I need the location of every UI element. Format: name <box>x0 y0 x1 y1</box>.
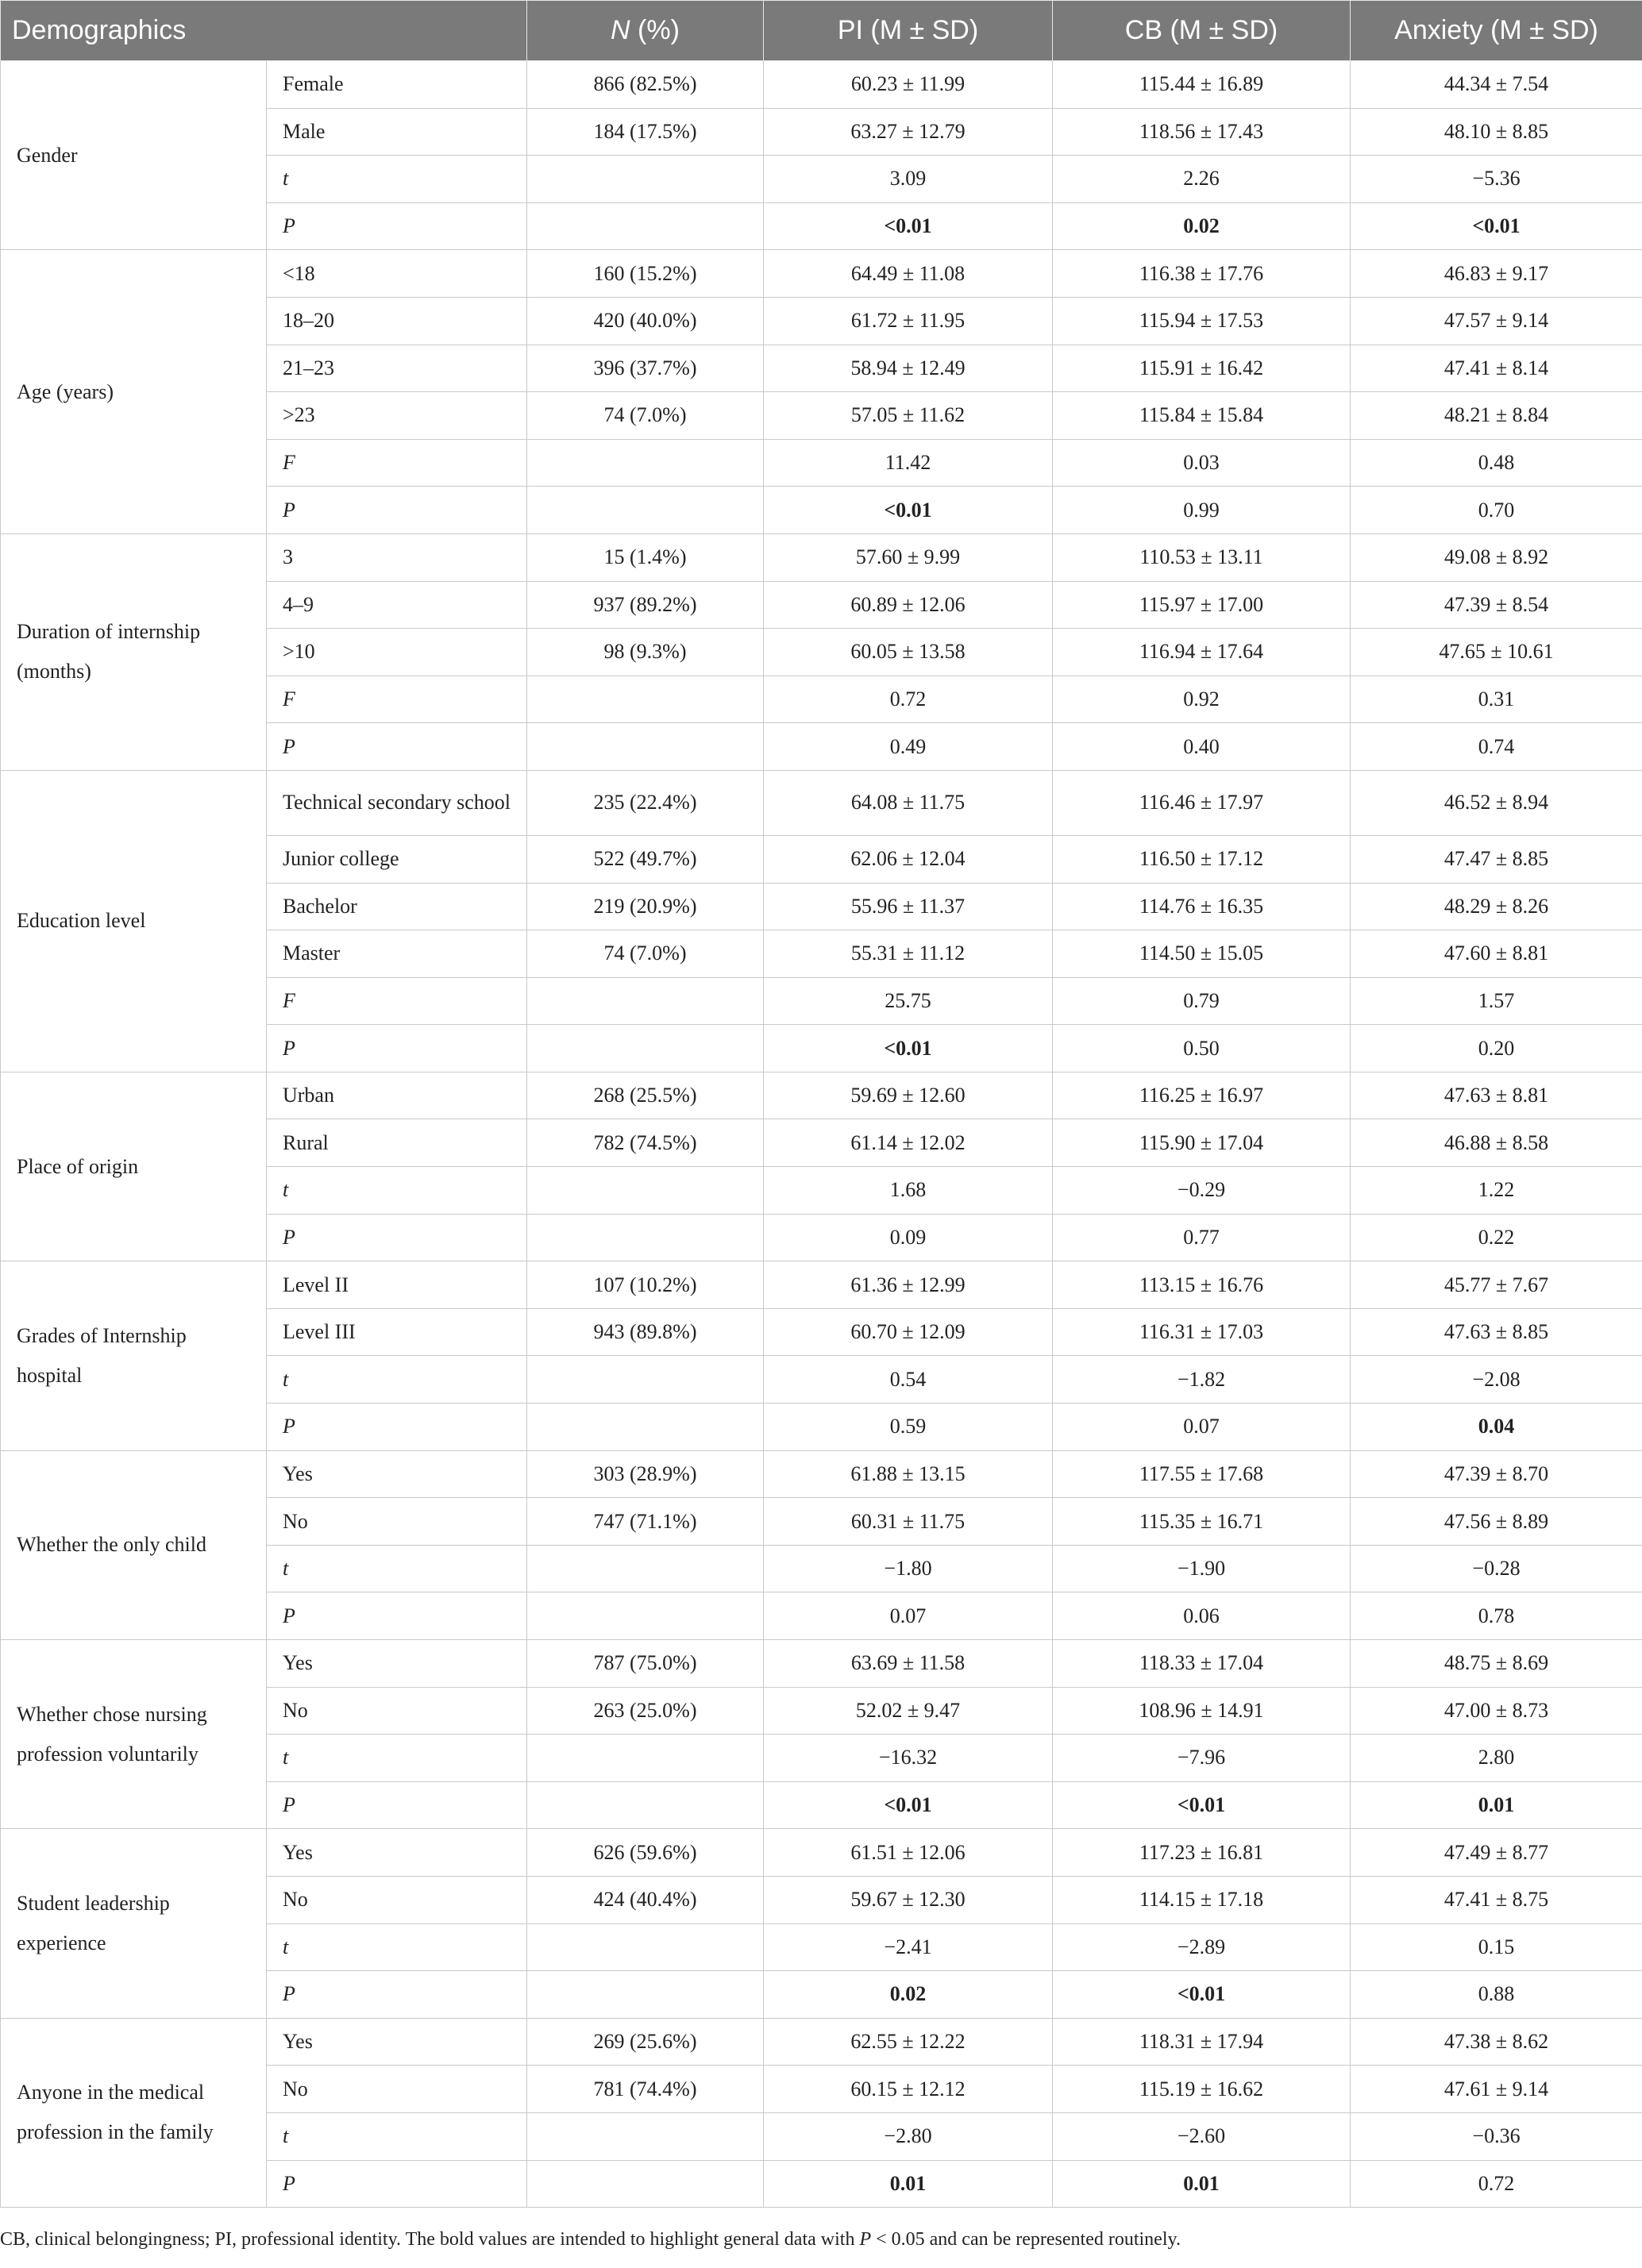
cell-anx: 47.65 ± 10.61 <box>1351 629 1642 676</box>
cell-pi: <0.01 <box>764 202 1053 250</box>
cell-cb: 117.23 ± 16.81 <box>1053 1829 1351 1877</box>
row-label: F <box>267 439 527 487</box>
cell-n <box>527 1404 764 1451</box>
row-label: t <box>267 156 527 203</box>
cell-n: 263 (25.0%) <box>527 1687 764 1735</box>
cell-anx: 46.52 ± 8.94 <box>1351 770 1642 835</box>
cell-cb: 115.91 ± 16.42 <box>1053 345 1351 392</box>
cell-pi: 55.96 ± 11.37 <box>764 883 1053 930</box>
group-label: Gender <box>1 61 267 250</box>
cell-n <box>527 1781 764 1829</box>
cell-pi: −1.80 <box>764 1545 1053 1592</box>
cell-anx: 0.20 <box>1351 1025 1642 1072</box>
cell-pi: 61.36 ± 12.99 <box>764 1261 1053 1309</box>
cell-n: 219 (20.9%) <box>527 883 764 930</box>
cell-cb: −7.96 <box>1053 1735 1351 1782</box>
table-row <box>1 1640 1642 1688</box>
group-label: Education level <box>1 770 267 1072</box>
row-label: Technical secondary school <box>267 770 527 835</box>
cell-anx: 47.41 ± 8.75 <box>1351 1876 1642 1923</box>
cell-pi: 52.02 ± 9.47 <box>764 1687 1053 1735</box>
cell-pi: 61.72 ± 11.95 <box>764 297 1053 345</box>
cell-n: 943 (89.8%) <box>527 1308 764 1356</box>
cell-cb: 114.50 ± 15.05 <box>1053 930 1351 978</box>
cell-cb: <0.01 <box>1053 1781 1351 1829</box>
row-label: Junior college <box>267 835 527 883</box>
cell-cb: 0.01 <box>1053 2160 1351 2208</box>
cell-cb: 118.31 ± 17.94 <box>1053 2018 1351 2066</box>
cell-pi: 59.67 ± 12.30 <box>764 1876 1053 1923</box>
cell-cb: 115.44 ± 16.89 <box>1053 61 1351 109</box>
cell-anx: 47.38 ± 8.62 <box>1351 2018 1642 2066</box>
cell-cb: 0.99 <box>1053 487 1351 534</box>
row-label: 21–23 <box>267 345 527 392</box>
row-label: No <box>267 1498 527 1546</box>
cell-pi: <0.01 <box>764 487 1053 534</box>
cell-pi: 64.49 ± 11.08 <box>764 250 1053 298</box>
cell-n <box>527 1214 764 1261</box>
cell-anx: 47.63 ± 8.81 <box>1351 1072 1642 1119</box>
row-label: P <box>267 202 527 250</box>
header-n-rest: (%) <box>630 15 680 45</box>
row-label: No <box>267 2066 527 2113</box>
row-label: 3 <box>267 533 527 581</box>
cell-anx: 46.88 ± 8.58 <box>1351 1119 1642 1167</box>
cell-cb: 115.35 ± 16.71 <box>1053 1498 1351 1546</box>
cell-anx: 47.41 ± 8.14 <box>1351 345 1642 392</box>
cell-anx: 0.22 <box>1351 1214 1642 1261</box>
cell-pi: 60.89 ± 12.06 <box>764 581 1053 629</box>
row-label: P <box>267 2160 527 2208</box>
cell-cb: 0.92 <box>1053 676 1351 723</box>
cell-cb: 0.77 <box>1053 1214 1351 1261</box>
cell-cb: <0.01 <box>1053 1971 1351 2019</box>
cell-pi: 0.02 <box>764 1971 1053 2019</box>
cell-cb: 0.06 <box>1053 1592 1351 1640</box>
cell-anx: 0.01 <box>1351 1781 1642 1829</box>
cell-n <box>527 1167 764 1215</box>
cell-anx: 47.60 ± 8.81 <box>1351 930 1642 978</box>
table-row <box>1 1829 1642 1877</box>
cell-cb: 0.03 <box>1053 439 1351 487</box>
row-label: Level II <box>267 1261 527 1309</box>
cell-cb: −2.89 <box>1053 1923 1351 1971</box>
table-row <box>1 250 1642 298</box>
cell-pi: 57.60 ± 9.99 <box>764 533 1053 581</box>
header-cb: CB (M ± SD) <box>1053 1 1351 61</box>
cell-n <box>527 487 764 534</box>
cell-n: 269 (25.6%) <box>527 2018 764 2066</box>
cell-cb: 0.50 <box>1053 1025 1351 1072</box>
cell-anx: 47.47 ± 8.85 <box>1351 835 1642 883</box>
cell-n: 74 (7.0%) <box>527 930 764 978</box>
cell-anx: 0.88 <box>1351 1971 1642 2019</box>
cell-cb: 113.15 ± 16.76 <box>1053 1261 1351 1309</box>
cell-pi: 0.54 <box>764 1356 1053 1404</box>
cell-n: 747 (71.1%) <box>527 1498 764 1546</box>
footnote-text-2: < 0.05 and can be represented routinely. <box>871 2229 1181 2250</box>
cell-anx: 44.34 ± 7.54 <box>1351 61 1642 109</box>
row-label: P <box>267 1025 527 1072</box>
cell-n <box>527 1592 764 1640</box>
cell-anx: 0.74 <box>1351 723 1642 771</box>
cell-cb: 0.07 <box>1053 1404 1351 1451</box>
row-label: Yes <box>267 1829 527 1877</box>
cell-n <box>527 1923 764 1971</box>
row-label: Yes <box>267 1450 527 1498</box>
group-label: Duration of internship (months) <box>1 533 267 770</box>
cell-anx: −2.08 <box>1351 1356 1642 1404</box>
cell-pi: 60.15 ± 12.12 <box>764 2066 1053 2113</box>
footnote-p: P <box>859 2229 872 2250</box>
cell-pi: 0.72 <box>764 676 1053 723</box>
cell-pi: 58.94 ± 12.49 <box>764 345 1053 392</box>
row-label: >10 <box>267 629 527 676</box>
cell-cb: 115.84 ± 15.84 <box>1053 392 1351 440</box>
table-body <box>1 61 1642 2208</box>
cell-pi: 60.31 ± 11.75 <box>764 1498 1053 1546</box>
cell-anx: 47.39 ± 8.70 <box>1351 1450 1642 1498</box>
row-label: t <box>267 1735 527 1782</box>
row-label: Yes <box>267 2018 527 2066</box>
header-n-italic: N <box>611 15 630 45</box>
table-row <box>1 1450 1642 1498</box>
cell-anx: 47.00 ± 8.73 <box>1351 1687 1642 1735</box>
cell-n <box>527 439 764 487</box>
cell-pi: 62.06 ± 12.04 <box>764 835 1053 883</box>
cell-anx: 48.29 ± 8.26 <box>1351 883 1642 930</box>
cell-n: 160 (15.2%) <box>527 250 764 298</box>
cell-pi: 1.68 <box>764 1167 1053 1215</box>
cell-n: 15 (1.4%) <box>527 533 764 581</box>
cell-n: 303 (28.9%) <box>527 1450 764 1498</box>
cell-anx: 47.39 ± 8.54 <box>1351 581 1642 629</box>
cell-pi: 0.49 <box>764 723 1053 771</box>
row-label: t <box>267 1167 527 1215</box>
row-label: t <box>267 1923 527 1971</box>
cell-cb: 115.19 ± 16.62 <box>1053 2066 1351 2113</box>
cell-anx: 47.56 ± 8.89 <box>1351 1498 1642 1546</box>
row-label: t <box>267 1545 527 1592</box>
cell-cb: 110.53 ± 13.11 <box>1053 533 1351 581</box>
cell-n <box>527 1971 764 2019</box>
row-label: Yes <box>267 1640 527 1688</box>
cell-n <box>527 2112 764 2160</box>
table-row <box>1 1261 1642 1309</box>
cell-pi: 0.01 <box>764 2160 1053 2208</box>
cell-pi: 25.75 <box>764 977 1053 1025</box>
cell-n <box>527 1025 764 1072</box>
cell-anx: 0.15 <box>1351 1923 1642 1971</box>
header-n <box>527 1 764 61</box>
cell-pi: −2.80 <box>764 2112 1053 2160</box>
row-label: Master <box>267 930 527 978</box>
cell-anx: 0.48 <box>1351 439 1642 487</box>
cell-cb: −1.82 <box>1053 1356 1351 1404</box>
cell-pi: 60.05 ± 13.58 <box>764 629 1053 676</box>
cell-cb: 118.56 ± 17.43 <box>1053 108 1351 156</box>
cell-cb: 118.33 ± 17.04 <box>1053 1640 1351 1688</box>
cell-n: 782 (74.5%) <box>527 1119 764 1167</box>
cell-n: 74 (7.0%) <box>527 392 764 440</box>
group-label: Student leadership experience <box>1 1829 267 2018</box>
cell-cb: 0.40 <box>1053 723 1351 771</box>
cell-pi: 0.09 <box>764 1214 1053 1261</box>
cell-n <box>527 676 764 723</box>
row-label: P <box>267 1404 527 1451</box>
cell-n: 626 (59.6%) <box>527 1829 764 1877</box>
cell-n <box>527 1545 764 1592</box>
cell-anx: −0.28 <box>1351 1545 1642 1592</box>
row-label: F <box>267 676 527 723</box>
row-label: Rural <box>267 1119 527 1167</box>
cell-pi: <0.01 <box>764 1781 1053 1829</box>
cell-pi: 0.07 <box>764 1592 1053 1640</box>
row-label: t <box>267 1356 527 1404</box>
group-label: Whether the only child <box>1 1450 267 1639</box>
cell-n <box>527 2160 764 2208</box>
cell-pi: 0.59 <box>764 1404 1053 1451</box>
cell-cb: 114.76 ± 16.35 <box>1053 883 1351 930</box>
cell-anx: 47.49 ± 8.77 <box>1351 1829 1642 1877</box>
cell-cb: 117.55 ± 17.68 <box>1053 1450 1351 1498</box>
cell-pi: 63.27 ± 12.79 <box>764 108 1053 156</box>
cell-anx: −5.36 <box>1351 156 1642 203</box>
cell-n: 184 (17.5%) <box>527 108 764 156</box>
footnote-text-1: CB, clinical belongingness; PI, professional identity. The bold values are intended to highlight general data with <box>0 2229 860 2250</box>
cell-cb: 116.50 ± 17.12 <box>1053 835 1351 883</box>
row-label: Male <box>267 108 527 156</box>
cell-n: 522 (49.7%) <box>527 835 764 883</box>
cell-cb: 2.26 <box>1053 156 1351 203</box>
cell-pi: −16.32 <box>764 1735 1053 1782</box>
header-demographics: Demographics <box>1 1 527 61</box>
cell-pi: 64.08 ± 11.75 <box>764 770 1053 835</box>
table-row <box>1 770 1642 835</box>
cell-pi: 61.88 ± 13.15 <box>764 1450 1053 1498</box>
row-label: t <box>267 2112 527 2160</box>
cell-n: 781 (74.4%) <box>527 2066 764 2113</box>
cell-pi: 3.09 <box>764 156 1053 203</box>
cell-n <box>527 156 764 203</box>
cell-anx: 1.22 <box>1351 1167 1642 1215</box>
table-row <box>1 2018 1642 2066</box>
cell-n: 424 (40.4%) <box>527 1876 764 1923</box>
cell-anx: 47.63 ± 8.85 <box>1351 1308 1642 1356</box>
cell-n: 787 (75.0%) <box>527 1640 764 1688</box>
cell-anx: 0.04 <box>1351 1404 1642 1451</box>
cell-cb: 116.31 ± 17.03 <box>1053 1308 1351 1356</box>
cell-n: 396 (37.7%) <box>527 345 764 392</box>
cell-pi: <0.01 <box>764 1025 1053 1072</box>
row-label: <18 <box>267 250 527 298</box>
table-footnote <box>0 2229 1181 2251</box>
group-label: Grades of Internship hospital <box>1 1261 267 1450</box>
cell-anx: 48.10 ± 8.85 <box>1351 108 1642 156</box>
cell-pi: 60.23 ± 11.99 <box>764 61 1053 109</box>
group-label: Whether chose nursing profession voluntarily <box>1 1640 267 1829</box>
row-label: P <box>267 487 527 534</box>
header-row <box>1 1 1642 61</box>
row-label: P <box>267 1781 527 1829</box>
cell-anx: 49.08 ± 8.92 <box>1351 533 1642 581</box>
row-label: P <box>267 1971 527 2019</box>
cell-pi: 57.05 ± 11.62 <box>764 392 1053 440</box>
cell-anx: 45.77 ± 7.67 <box>1351 1261 1642 1309</box>
cell-cb: 114.15 ± 17.18 <box>1053 1876 1351 1923</box>
cell-cb: 115.97 ± 17.00 <box>1053 581 1351 629</box>
cell-cb: 115.94 ± 17.53 <box>1053 297 1351 345</box>
cell-cb: −1.90 <box>1053 1545 1351 1592</box>
row-label: P <box>267 1214 527 1261</box>
cell-pi: 59.69 ± 12.60 <box>764 1072 1053 1119</box>
row-label: P <box>267 723 527 771</box>
row-label: 18–20 <box>267 297 527 345</box>
row-label: Bachelor <box>267 883 527 930</box>
cell-anx: <0.01 <box>1351 202 1642 250</box>
cell-anx: 48.21 ± 8.84 <box>1351 392 1642 440</box>
cell-anx: 47.61 ± 9.14 <box>1351 2066 1642 2113</box>
cell-anx: 0.70 <box>1351 487 1642 534</box>
cell-n: 420 (40.0%) <box>527 297 764 345</box>
cell-cb: 115.90 ± 17.04 <box>1053 1119 1351 1167</box>
row-label: Level III <box>267 1308 527 1356</box>
cell-anx: 47.57 ± 9.14 <box>1351 297 1642 345</box>
row-label: 4–9 <box>267 581 527 629</box>
cell-n: 107 (10.2%) <box>527 1261 764 1309</box>
header-pi: PI (M ± SD) <box>764 1 1053 61</box>
group-label: Place of origin <box>1 1072 267 1261</box>
cell-n: 268 (25.5%) <box>527 1072 764 1119</box>
cell-n <box>527 723 764 771</box>
cell-n: 866 (82.5%) <box>527 61 764 109</box>
table-row <box>1 61 1642 109</box>
row-label: Urban <box>267 1072 527 1119</box>
cell-n <box>527 202 764 250</box>
cell-pi: 62.55 ± 12.22 <box>764 2018 1053 2066</box>
cell-anx: 1.57 <box>1351 977 1642 1025</box>
row-label: >23 <box>267 392 527 440</box>
cell-pi: 63.69 ± 11.58 <box>764 1640 1053 1688</box>
cell-cb: 116.46 ± 17.97 <box>1053 770 1351 835</box>
cell-cb: −2.60 <box>1053 2112 1351 2160</box>
cell-pi: 61.51 ± 12.06 <box>764 1829 1053 1877</box>
cell-pi: 11.42 <box>764 439 1053 487</box>
cell-anx: 2.80 <box>1351 1735 1642 1782</box>
cell-anx: 46.83 ± 9.17 <box>1351 250 1642 298</box>
cell-n: 235 (22.4%) <box>527 770 764 835</box>
row-label: No <box>267 1876 527 1923</box>
cell-n <box>527 1356 764 1404</box>
cell-pi: −2.41 <box>764 1923 1053 1971</box>
cell-pi: 61.14 ± 12.02 <box>764 1119 1053 1167</box>
table-row <box>1 533 1642 581</box>
cell-cb: 116.25 ± 16.97 <box>1053 1072 1351 1119</box>
row-label: P <box>267 1592 527 1640</box>
cell-n: 98 (9.3%) <box>527 629 764 676</box>
header-anxiety: Anxiety (M ± SD) <box>1351 1 1642 61</box>
row-label: No <box>267 1687 527 1735</box>
cell-anx: 48.75 ± 8.69 <box>1351 1640 1642 1688</box>
cell-n <box>527 1735 764 1782</box>
cell-cb: 0.79 <box>1053 977 1351 1025</box>
cell-pi: 55.31 ± 11.12 <box>764 930 1053 978</box>
cell-anx: −0.36 <box>1351 2112 1642 2160</box>
cell-cb: 116.94 ± 17.64 <box>1053 629 1351 676</box>
cell-anx: 0.78 <box>1351 1592 1642 1640</box>
cell-cb: 116.38 ± 17.76 <box>1053 250 1351 298</box>
cell-anx: 0.72 <box>1351 2160 1642 2208</box>
cell-cb: −0.29 <box>1053 1167 1351 1215</box>
cell-anx: 0.31 <box>1351 676 1642 723</box>
group-label: Anyone in the medical profession in the family <box>1 2018 267 2207</box>
cell-cb: 0.02 <box>1053 202 1351 250</box>
cell-cb: 108.96 ± 14.91 <box>1053 1687 1351 1735</box>
group-label: Age (years) <box>1 250 267 534</box>
cell-n <box>527 977 764 1025</box>
table-row <box>1 1072 1642 1119</box>
row-label: Female <box>267 61 527 109</box>
row-label: F <box>267 977 527 1025</box>
cell-pi: 60.70 ± 12.09 <box>764 1308 1053 1356</box>
cell-n: 937 (89.2%) <box>527 581 764 629</box>
